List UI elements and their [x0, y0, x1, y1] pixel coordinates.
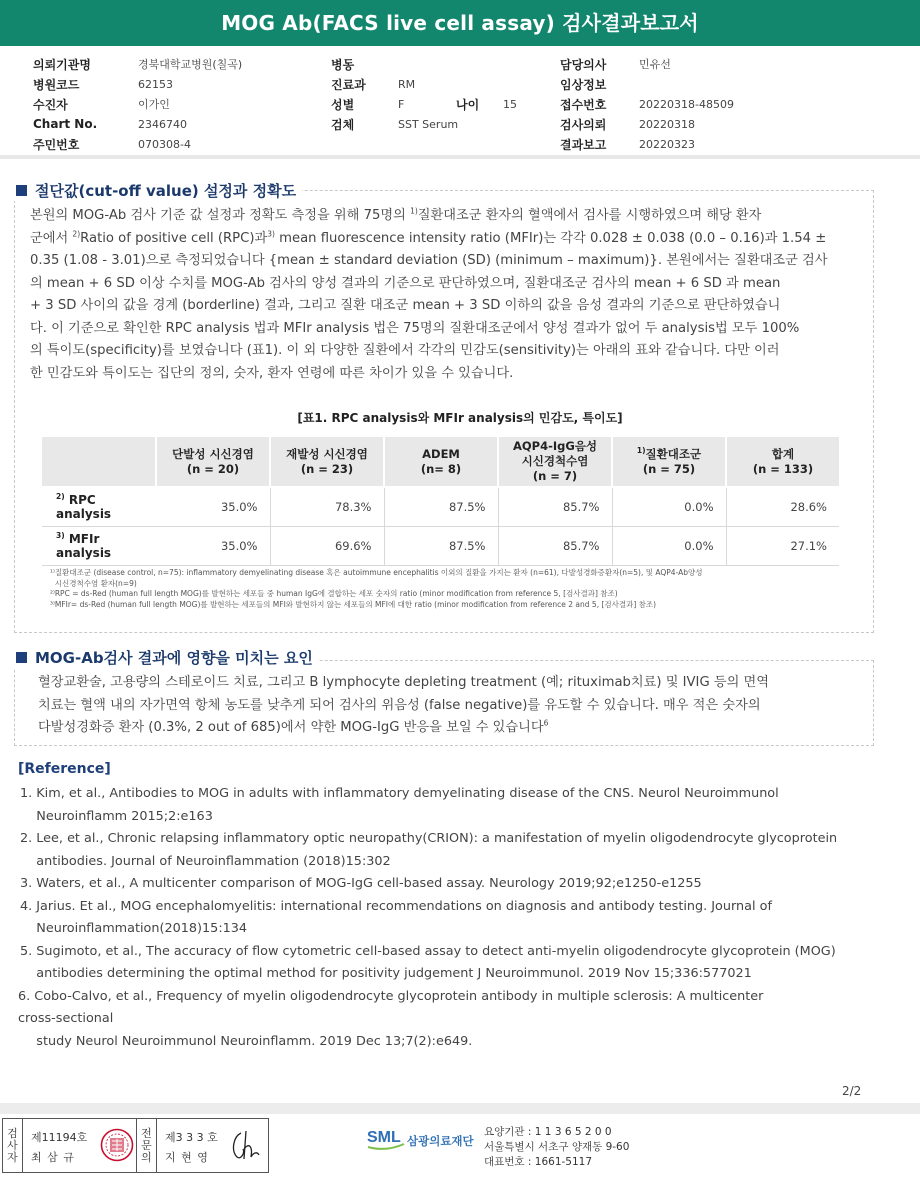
footnote: ¹⁾질환대조군 (disease control, n=75): inflammatory demyelinating disease 혹은 autoimmune encephalitis 이외의 질환을 가지는 환자 (n=61), 다발성경화증환자(n=5), 및 AQP4-Ab양성 — [50, 568, 703, 577]
text-line: + 3 SD 사이의 값을 경계 (borderline) 결과, 그리고 질환 대조군 mean + 3 SD 이하의 값을 음성 결과의 기준으로 판단하였습니 — [30, 298, 781, 313]
info-value: 이가인 — [138, 98, 170, 111]
info-value: 20220318-48509 — [639, 97, 734, 111]
examiner-label: 검 사 자 — [3, 1119, 23, 1172]
info-value: 경북대학교병원(칠곡) — [138, 58, 243, 71]
specialist-license: 제3 3 3 호 — [165, 1131, 218, 1144]
info-value: RM — [398, 77, 416, 91]
table-cell: 0.0% — [612, 487, 726, 526]
lab-address: 서울특별시 서초구 양재동 9-60 — [484, 1141, 630, 1153]
text-line: 치료는 혈액 내의 자가면역 항체 농도를 낮추게 되어 검사의 위음성 (false negative)를 유도할 수 있습니다. 매우 적은 숫자의 — [38, 697, 761, 713]
bullet-square-icon — [16, 652, 27, 663]
column-header: AQP4-IgG음성 시신경척수염 (n = 7) — [498, 437, 612, 487]
info-label: 검체 — [331, 117, 355, 132]
info-value: SST Serum — [398, 117, 459, 131]
examiner-name: 최 삼 규 — [31, 1151, 75, 1164]
reference-line: 1. Kim, et al., Antibodies to MOG in adults with inflammatory demyelinating disease of the CNS. Neurol Neuroimmunol — [20, 786, 779, 801]
lab-name: 삼광의료재단 — [407, 1134, 474, 1148]
section-factors-heading — [12, 647, 319, 668]
footnote: 시신경척수염 환자(n=9) — [50, 578, 137, 588]
reference-line: 3. Waters, et al., A multicenter comparison of MOG-IgG cell-based assay. Neurology 2019;92;e1250-e1255 — [20, 876, 702, 891]
info-label: 나이 — [456, 97, 480, 112]
specialist-name: 지 현 영 — [165, 1151, 209, 1164]
info-label: 임상정보 — [560, 77, 607, 92]
table-cell: 35.0% — [156, 487, 270, 526]
info-value: 2346740 — [138, 117, 187, 131]
table-cell: 0.0% — [612, 526, 726, 565]
text-line: 0.35 (1.08 - 3.01)으로 측정되었습니다 {mean ± standard deviation (SD) (minimum – maximum)}. 본원에서는 질환대조군 검사 — [30, 253, 828, 268]
reference-line: 2. Lee, et al., Chronic relapsing inflammatory optic neuropathy(CRION): a manifestation of myelin oligodendrocyte glycoprotein — [20, 831, 838, 846]
column-header: 재발성 시신경염 (n = 23) — [270, 437, 384, 487]
info-label: 주민번호 — [33, 137, 80, 152]
lab-phone: 대표번호 : 1661-5117 — [484, 1156, 593, 1168]
section-factors-text — [38, 672, 868, 740]
page-number: 2/2 — [842, 1084, 862, 1098]
sensitivity-table — [42, 437, 839, 566]
table-footnotes — [50, 568, 703, 610]
reference-line: antibodies determining the optimal method for positivity judgement J Neuroimmunol. 2019 Nov 15;336:577021 — [20, 966, 752, 981]
examiner-license: 제11194호 — [31, 1131, 88, 1144]
table-header-row — [42, 437, 839, 487]
info-label: 수진자 — [33, 97, 68, 112]
section-cutoff-heading — [12, 180, 302, 201]
table-cell: 78.3% — [270, 487, 384, 526]
lab-info — [484, 1125, 629, 1170]
specialist-label: 전 문 의 — [137, 1119, 157, 1172]
info-value: 민유선 — [639, 58, 671, 71]
info-column-3 — [560, 54, 734, 154]
info-label: Chart No. — [33, 117, 98, 131]
section-title: 절단값(cut-off value) 설정과 정확도 — [35, 182, 297, 200]
info-value: 15 — [503, 97, 517, 111]
info-label: 의뢰기관명 — [33, 57, 91, 72]
report-title: MOG Ab(FACS live cell assay) 검사결과보고서 — [0, 0, 920, 46]
table-cell: 87.5% — [384, 526, 498, 565]
info-value: 20220318 — [639, 117, 695, 131]
row-header: $^{3)}$ MFIr analysis — [42, 526, 156, 565]
column-header: 단발성 시신경염 (n = 20) — [156, 437, 270, 487]
info-column-2 — [331, 54, 517, 134]
column-header: $^{1)}$질환대조군 (n = 75) — [612, 437, 726, 487]
reference-line: 5. Sugimoto, et al., The accuracy of flow cytometric cell-based assay to detect anti-myelin oligodendrocyte glycoprotein (MOG) — [20, 943, 836, 959]
info-label: 접수번호 — [560, 97, 607, 112]
section-cutoff-text — [30, 205, 865, 385]
table-cell: 27.1% — [726, 526, 839, 565]
info-label: 병동 — [331, 57, 355, 72]
info-value: F — [398, 97, 405, 111]
divider — [0, 1103, 920, 1114]
sml-logo-icon — [366, 1124, 406, 1152]
footnote: ²⁾RPC = ds-Red (human full length MOG)를 발현하는 세포들 중 human IgG에 결합하는 세포 숫자의 ratio (minor modification from reference 5, [검사결과] 참조) — [50, 589, 618, 598]
examiner-cell — [23, 1119, 137, 1172]
text-line: 본원의 MOG-Ab 검사 기준 값 설정과 정확도 측정을 위해 75명의 $^{1)}$질환대조군 환자의 혈액에서 검사를 시행하였으며 해당 환자 — [30, 206, 762, 223]
text-line: 한 민감도와 특이도는 집단의 정의, 숫자, 환자 연령에 따른 차이가 있을 수 있습니다. — [30, 365, 514, 381]
bullet-square-icon — [16, 185, 27, 196]
table-cell: 85.7% — [498, 487, 612, 526]
info-label: 검사의뢰 — [560, 117, 607, 132]
info-label: 진료과 — [331, 77, 366, 92]
reference-list — [20, 783, 900, 1053]
reference-line: antibodies. Journal of Neuroinflammation (2018)15:302 — [20, 853, 391, 869]
info-label: 결과보고 — [560, 137, 607, 152]
text-line: 의 특이도(specificity)를 보였습니다 (표1). 이 외 다양한 질환에서 각각의 민감도(sensitivity)는 아래의 표와 같습니다. 다만 이러 — [30, 343, 780, 358]
text-line: 다발성경화증 환자 (0.3%, 2 out of 685)에서 약한 MOG-IgG 반응을 보일 수 있습니다$^6$ — [38, 718, 549, 735]
table-caption: [표1. RPC analysis와 MFIr analysis의 민감도, 특이도] — [297, 411, 623, 425]
column-header: ADEM (n= 8) — [384, 437, 498, 487]
reference-line: Neuroinflammation(2018)15:134 — [20, 921, 248, 936]
table-cell: 69.6% — [270, 526, 384, 565]
text-line: 의 mean + 6 SD 이상 수치를 MOG-Ab 검사의 양성 결과의 기준으로 판단하였으며, 질환대조군 검사의 mean + 6 SD 과 mean — [30, 275, 781, 291]
handwritten-signature-icon — [227, 1127, 263, 1163]
text-line: 혈장교환술, 고용량의 스테로이드 치료, 그리고 B lymphocyte depleting treatment (예; rituximab치료) 및 IVIG 등의 면역 — [38, 675, 770, 690]
reference-line: cross-sectional — [18, 1011, 114, 1026]
info-label: 담당의사 — [560, 57, 607, 72]
table-row — [42, 526, 839, 565]
row-header: $^{2)}$ RPC analysis — [42, 487, 156, 526]
lab-code: 요양기관 : 1 1 3 6 5 2 0 0 — [484, 1126, 612, 1138]
signature-box — [2, 1118, 269, 1173]
table-cell: 35.0% — [156, 526, 270, 565]
text-line: 다. 이 기준으로 확인한 RPC analysis 법과 MFIr analysis 법은 75명의 질환대조군에서 양성 결과가 없어 두 analysis법 모두 100% — [30, 320, 800, 336]
reference-line: 4. Jarius. Et al., MOG encephalomyelitis: international recommendations on diagnosis and antibody testing. Journal of — [20, 898, 772, 914]
table-cell: 28.6% — [726, 487, 839, 526]
info-value: 070308-4 — [138, 137, 191, 151]
divider — [0, 155, 920, 159]
info-value: 62153 — [138, 77, 173, 91]
specialist-cell — [157, 1119, 268, 1172]
logo-text: SML — [367, 1129, 401, 1146]
info-value: 20220323 — [639, 137, 695, 151]
table-cell: 85.7% — [498, 526, 612, 565]
reference-line: Neuroinflamm 2015;2:e163 — [20, 808, 213, 824]
info-column-1 — [33, 54, 242, 154]
seal-stamp-icon — [100, 1128, 134, 1162]
table-cell: 87.5% — [384, 487, 498, 526]
table-row — [42, 487, 839, 526]
section-title: MOG-Ab검사 결과에 영향을 미치는 요인 — [35, 649, 313, 667]
reference-heading: [Reference] — [18, 761, 111, 777]
reference-line: 6. Cobo-Calvo, et al., Frequency of myelin oligodendrocyte glycoprotein antibody in multiple sclerosis: A multicenter — [18, 988, 764, 1004]
info-label: 병원코드 — [33, 77, 80, 92]
column-header: 합계 (n = 133) — [726, 437, 839, 487]
table-corner-cell — [42, 437, 156, 487]
info-label: 성별 — [331, 97, 355, 112]
text-line: 군에서 $^{2)}$Ratio of positive cell (RPC)과$^{3)}$ mean fluorescence intensity ratio (MFIr)는 각각 0.028 ± 0.038 (0.0 – 0.16)과 1.54 ± — [30, 229, 827, 246]
footnote: ³⁾MFIr= ds-Red (human full length MOG)를 발현하는 세포들의 MFI와 발현하지 않는 세포들의 MFI에 대한 ratio (minor modification from reference 2 and 5, [검사결과] 참조) — [50, 599, 657, 609]
reference-line: study Neurol Neuroimmunol Neuroinflamm. 2019 Dec 13;7(2):e649. — [20, 1033, 473, 1049]
